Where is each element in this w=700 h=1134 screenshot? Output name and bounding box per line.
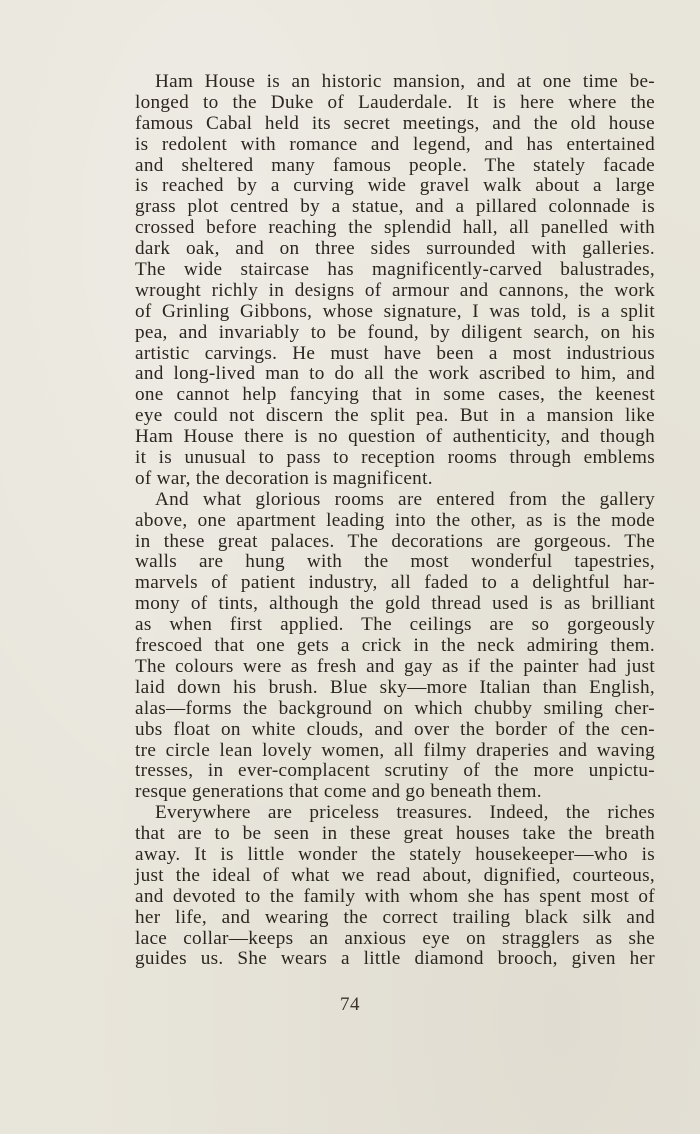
text-line: eye could not discern the split pea. But in a mansion like bbox=[135, 405, 655, 427]
text-line: and long-lived man to do all the work ascribed to him, and bbox=[135, 363, 655, 385]
text-line: just the ideal of what we read about, dignified, courteous, bbox=[135, 864, 655, 886]
text-line: of Grinling Gibbons, whose signature, I was told, is a split bbox=[135, 300, 655, 322]
page-number: 74 bbox=[340, 994, 360, 1015]
text-line: resque generations that come and go beneath them. bbox=[135, 781, 542, 803]
text-line: artistic carvings. He must have been a most industrious bbox=[135, 342, 655, 364]
text-line: above, one apartment leading into the other, as is the mode bbox=[135, 509, 655, 531]
text-line: wrought richly in designs of armour and cannons, the work bbox=[135, 279, 655, 301]
text-line: as when first applied. The ceilings are so gorgeously bbox=[135, 614, 655, 636]
text-line: and sheltered many famous people. The stately facade bbox=[135, 154, 655, 176]
text-line: frescoed that one gets a crick in the neck admiring them. bbox=[135, 635, 655, 657]
text-line: it is unusual to pass to reception rooms through emblems bbox=[135, 447, 655, 469]
text-line: And what glorious rooms are entered from the gallery bbox=[155, 488, 655, 510]
text-line: away. It is little wonder the stately housekeeper—who is bbox=[135, 843, 655, 865]
text-line: tresses, in ever-complacent scrutiny of the more unpictu- bbox=[135, 760, 655, 782]
text-line: longed to the Duke of Lauderdale. It is here where the bbox=[135, 91, 655, 113]
text-line: walls are hung with the most wonderful tapestries, bbox=[135, 551, 655, 573]
text-line: tre circle lean lovely women, all filmy draperies and waving bbox=[135, 739, 655, 761]
text-line: guides us. She wears a little diamond brooch, given her bbox=[135, 948, 655, 970]
text-line: mony of tints, although the gold thread used is as brilliant bbox=[135, 593, 655, 615]
text-line: The wide staircase has magnificently-carved balustrades, bbox=[135, 259, 655, 281]
text-line: pea, and invariably to be found, by diligent search, on his bbox=[135, 321, 655, 343]
body-text bbox=[135, 72, 655, 970]
text-line: lace collar—keeps an anxious eye on stragglers as she bbox=[135, 927, 655, 949]
text-line: is redolent with romance and legend, and has entertained bbox=[135, 133, 655, 155]
text-line: marvels of patient industry, all faded to a delightful har- bbox=[135, 572, 655, 594]
text-line: Ham House there is no question of authenticity, and though bbox=[135, 426, 655, 448]
text-line: of war, the decoration is magnificent. bbox=[135, 467, 433, 489]
text-line: one cannot help fancying that in some cases, the keenest bbox=[135, 384, 655, 406]
text-line: in these great palaces. The decorations are gorgeous. The bbox=[135, 530, 655, 552]
text-line: her life, and wearing the correct trailing black silk and bbox=[135, 906, 655, 928]
text-line: alas—forms the background on which chubby smiling cher- bbox=[135, 697, 655, 719]
text-line: The colours were as fresh and gay as if the painter had just bbox=[135, 655, 655, 677]
text-line: that are to be seen in these great houses take the breath bbox=[135, 823, 655, 845]
text-line: grass plot centred by a statue, and a pillared colonnade is bbox=[135, 196, 655, 218]
text-line: and devoted to the family with whom she has spent most of bbox=[135, 885, 655, 907]
text-line: ubs float on white clouds, and over the border of the cen- bbox=[135, 718, 655, 740]
text-line: laid down his brush. Blue sky—more Italian than English, bbox=[135, 676, 655, 698]
text-line: Ham House is an historic mansion, and at one time be- bbox=[155, 71, 655, 92]
text-line: Everywhere are priceless treasures. Indeed, the riches bbox=[155, 802, 655, 824]
text-line: dark oak, and on three sides surrounded with galleries. bbox=[135, 238, 655, 260]
text-line: crossed before reaching the splendid hall, all panelled with bbox=[135, 217, 655, 239]
text-line: famous Cabal held its secret meetings, and the old house bbox=[135, 112, 655, 134]
text-line: is reached by a curving wide gravel walk about a large bbox=[135, 175, 655, 197]
